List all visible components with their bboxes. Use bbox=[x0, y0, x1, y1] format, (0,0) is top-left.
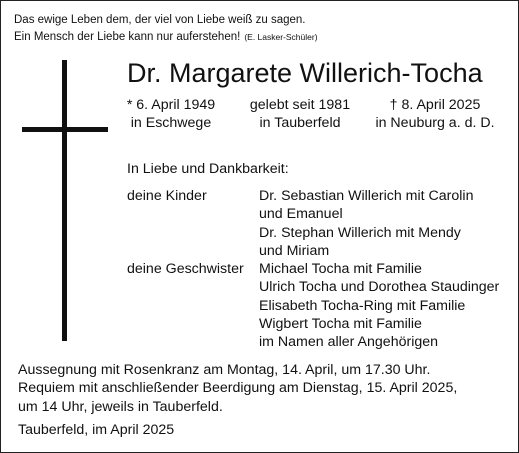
mourner-name: Elisabeth Tocha-Ring mit Familie bbox=[259, 297, 466, 314]
death-date: † 8. April 2025 bbox=[389, 97, 481, 113]
mourner-name: Michael Tocha mit Familie bbox=[259, 261, 422, 277]
service-line: Aussegnung mit Rosenkranz am Montag, 14. April, um 17.30 Uhr. bbox=[18, 362, 431, 378]
quote-text: Ein Mensch der Liebe kann nur auferstehen! bbox=[14, 31, 241, 43]
quote-author: (E. Lasker-Schüler) bbox=[244, 32, 318, 42]
lived-since: gelebt seit 1981 bbox=[249, 97, 351, 113]
lived-place: in Tauberfeld bbox=[259, 114, 341, 131]
relation-label: deine Kinder bbox=[127, 188, 207, 204]
mourner-name: und Miriam bbox=[259, 242, 330, 259]
mourner-name: Dr. Stephan Willerich mit Mendy bbox=[259, 224, 461, 241]
mourner-list-children bbox=[259, 187, 473, 260]
mourner-name: Ulrich Tocha und Dorothea Staudinger bbox=[259, 279, 500, 296]
mourner-name: Wigbert Tocha mit Familie bbox=[259, 315, 422, 332]
birth-date: * 6. April 1949 bbox=[126, 97, 216, 113]
quote-line-1: Das ewige Leben dem, der viel von Liebe weiß zu sagen. bbox=[14, 14, 306, 26]
service-line: um 14 Uhr, jeweils in Tauberfeld. bbox=[18, 398, 223, 415]
quote-line-2 bbox=[14, 29, 318, 46]
cross-icon-bar bbox=[22, 127, 108, 132]
birth-place: in Eschwege bbox=[130, 114, 212, 131]
mourner-list-siblings bbox=[259, 260, 499, 351]
mourner-name: im Namen aller Angehörigen bbox=[259, 334, 439, 351]
death-info bbox=[369, 97, 501, 132]
intro-text: In Liebe und Dankbarkeit: bbox=[127, 161, 289, 177]
mourner-name: und Emanuel bbox=[259, 206, 343, 223]
mourner-name: Dr. Sebastian Willerich mit Carolin bbox=[259, 188, 474, 204]
service-line: Requiem mit anschließender Beerdigung am Dienstag, 15. April 2025, bbox=[18, 380, 458, 397]
residence-info bbox=[244, 97, 356, 132]
cross-icon bbox=[62, 60, 67, 341]
place-date: Tauberfeld, im April 2025 bbox=[18, 422, 175, 438]
death-place: in Neuburg a. d. D. bbox=[375, 114, 495, 131]
service-info bbox=[18, 361, 457, 416]
relation-label: deine Geschwister bbox=[127, 261, 244, 277]
birth-info bbox=[117, 97, 225, 132]
deceased-name: Dr. Margarete Willerich-Tocha bbox=[127, 58, 483, 88]
